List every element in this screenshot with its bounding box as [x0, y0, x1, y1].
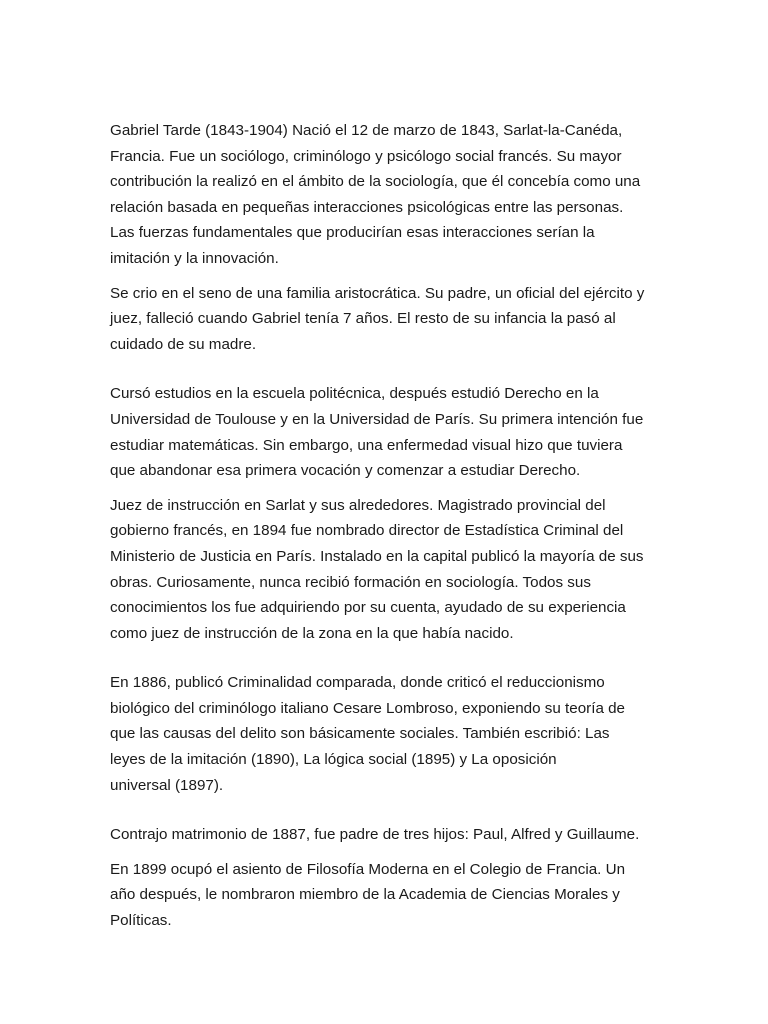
paragraph-spacer	[110, 484, 658, 493]
paragraph-biography-intro	[110, 118, 658, 272]
text-line: conocimientos los fue adquiriendo por su cuenta, ayudado de su experiencia	[110, 599, 626, 617]
text-line: Contrajo matrimonio de 1887, fue padre de tres hijos: Paul, Alfred y Guillaume.	[110, 826, 640, 844]
text-line: cuidado de su madre.	[110, 335, 257, 353]
text-line: Gabriel Tarde (1843-1904) Nació el 12 de marzo de 1843, Sarlat-la-Canéda,	[110, 122, 623, 139]
text-line: En 1899 ocupó el asiento de Filosofía Moderna en el Colegio de Francia. Un	[110, 860, 626, 878]
text-line: obras. Curiosamente, nunca recibió formación en sociología. Todos sus	[110, 573, 591, 591]
paragraph-marriage	[110, 822, 658, 848]
text-line: juez, falleció cuando Gabriel tenía 7 años. El resto de su infancia la pasó al	[110, 310, 616, 328]
text-line: Juez de instrucción en Sarlat y sus alrededores. Magistrado provincial del	[110, 496, 606, 514]
text-line: leyes de la imitación (1890), La lógica social (1895) y La oposición	[110, 751, 557, 769]
text-line: Cursó estudios en la escuela politécnica, después estudió Derecho en la	[110, 385, 599, 403]
text-line: Francia. Fue un sociólogo, criminólogo y psicólogo social francés. Su mayor	[110, 147, 622, 165]
paragraph-spacer	[110, 798, 658, 822]
text-line: contribución la realizó en el ámbito de la sociología, que él concebía como una	[110, 173, 641, 191]
paragraph-publications	[110, 670, 658, 798]
text-line: Se crio en el seno de una familia aristocrática. Su padre, un oficial del ejército y	[110, 284, 645, 302]
text-line: año después, le nombraron miembro de la Academia de Ciencias Morales y	[110, 886, 620, 904]
text-line: que las causas del delito son básicamente sociales. También escribió: Las	[110, 725, 610, 743]
paragraph-spacer	[110, 357, 658, 381]
text-line: Universidad de Toulouse y en la Universidad de París. Su primera intención fue	[110, 410, 644, 428]
text-line: relación basada en pequeñas interacciones psicológicas entre las personas.	[110, 198, 624, 216]
document-page	[110, 118, 658, 934]
text-line: biológico del criminólogo italiano Cesare Lombroso, exponiendo su teoría de	[110, 699, 626, 717]
text-line: Las fuerzas fundamentales que producirían esas interacciones serían la	[110, 224, 595, 242]
paragraph-career	[110, 493, 658, 647]
text-line: gobierno francés, en 1894 fue nombrado director de Estadística Criminal del	[110, 522, 624, 540]
text-line: imitación y la innovación.	[110, 249, 279, 267]
text-line: universal (1897).	[110, 776, 224, 794]
text-line: Ministerio de Justicia en París. Instalado en la capital publicó la mayoría de sus	[110, 547, 644, 565]
paragraph-spacer	[110, 272, 658, 281]
text-line: En 1886, publicó Criminalidad comparada, donde criticó el reduccionismo	[110, 674, 605, 692]
paragraph-academic-honors	[110, 857, 658, 934]
paragraph-family-origin	[110, 281, 658, 358]
text-line: que abandonar esa primera vocación y comenzar a estudiar Derecho.	[110, 462, 581, 480]
text-line: como juez de instrucción de la zona en la que había nacido.	[110, 624, 514, 642]
paragraph-spacer	[110, 848, 658, 857]
text-line: Políticas.	[110, 912, 172, 930]
paragraph-education	[110, 381, 658, 483]
text-line: estudiar matemáticas. Sin embargo, una enfermedad visual hizo que tuviera	[110, 436, 623, 454]
paragraph-spacer	[110, 646, 658, 670]
